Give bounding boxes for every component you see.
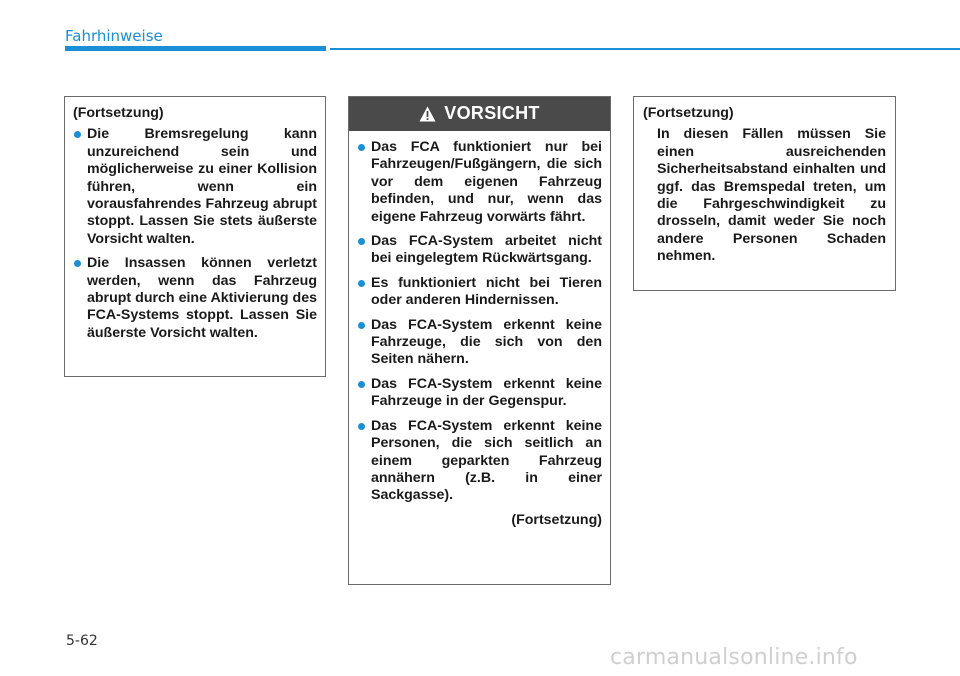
- caution-bullet-list: [357, 139, 602, 505]
- bullet-icon: [358, 381, 365, 388]
- bullet-text: Das FCA-System erkennt keine Personen, die sich seitlich an einem geparkten Fahrzeug annähern (z.B. in einer Sackgasse).: [371, 417, 602, 504]
- caution-header: [349, 97, 610, 131]
- bullet-text: Das FCA-System arbeitet nicht bei eingelegtem Rückwärtsgang.: [371, 233, 602, 267]
- list-item: [73, 255, 317, 342]
- page-number: 5-62: [66, 633, 98, 649]
- left-bullet-list: [73, 126, 317, 342]
- list-item: [357, 233, 602, 268]
- bullet-icon: [74, 131, 81, 138]
- list-item: [357, 317, 602, 369]
- bullet-text: Das FCA-System erkennt keine Fahrzeuge, die sich von den Seiten nähern.: [371, 316, 602, 368]
- caution-title: VORSICHT: [444, 103, 540, 124]
- list-item: [357, 376, 602, 411]
- section-title: Fahrhinweise: [65, 27, 163, 45]
- bullet-text: Es funktioniert nicht bei Tieren oder anderen Hindernissen.: [371, 274, 602, 309]
- header-rule-thin: [330, 48, 960, 50]
- bullet-icon: [358, 144, 365, 151]
- bullet-text: Das FCA funktioniert nur bei Fahrzeugen/Fußgängern, die sich vor dem eigenen Fahrzeug befinden, und nur, wenn das eigene Fahrzeug vorwärts fährt.: [371, 139, 602, 225]
- right-text-box: [633, 96, 896, 291]
- bullet-icon: [358, 238, 365, 245]
- continued-label: (Fortsetzung): [643, 105, 734, 121]
- list-item: [357, 139, 602, 226]
- header-rule-thick: [65, 46, 326, 51]
- caution-body: [349, 131, 610, 529]
- bullet-text: Das FCA-System erkennt keine Fahrzeuge in der Gegenspur.: [371, 375, 602, 410]
- bullet-icon: [74, 260, 81, 267]
- bullet-icon: [358, 423, 365, 430]
- watermark: carmanualsonline.info: [610, 645, 858, 670]
- left-text-box: [64, 96, 326, 377]
- list-item: [357, 418, 602, 505]
- bullet-icon: [358, 280, 365, 287]
- continued-label: (Fortsetzung): [511, 511, 602, 528]
- warning-triangle-icon: [419, 106, 436, 122]
- bullet-icon: [358, 322, 365, 329]
- continued-label: (Fortsetzung): [73, 105, 164, 121]
- caution-box: [348, 96, 611, 585]
- bullet-text: Die Insassen können verletzt werden, wenn das Fahrzeug abrupt durch eine Aktivierung des FCA-Systems stoppt. Lassen Sie äußerste Vorsicht walten.: [87, 255, 317, 341]
- list-item: [357, 275, 602, 310]
- list-item: [73, 126, 317, 248]
- bullet-text: Die Bremsregelung kann unzureichend sein und möglicherweise zu einer Kollision führen, wenn ein vorausfahrendes Fahrzeug abrupt stoppt. Lassen Sie stets äußerste Vorsicht walten.: [87, 126, 317, 247]
- paragraph-text: In diesen Fällen müssen Sie einen ausreichenden Sicherheitsabstand einhalten und ggf. das Bremspedal treten, um die Fahrgeschwindigkeit zu drosseln, damit weder Sie noch andere Personen Schaden nehmen.: [657, 126, 886, 265]
